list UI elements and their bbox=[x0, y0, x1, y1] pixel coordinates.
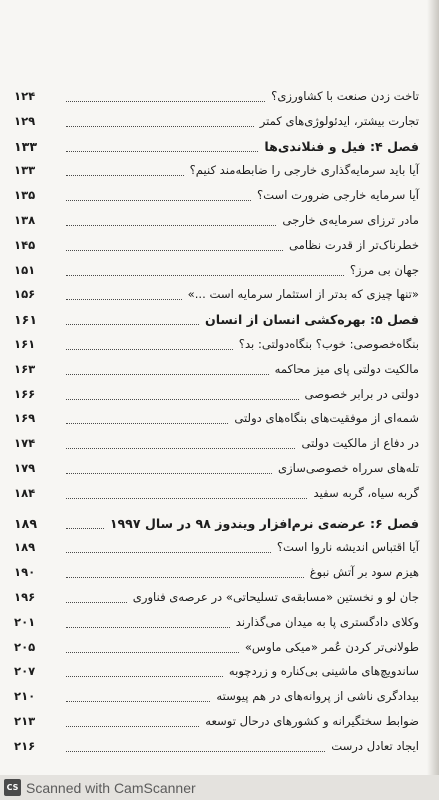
dotted-leader bbox=[66, 701, 210, 702]
toc-entry bbox=[14, 160, 419, 185]
table-of-contents bbox=[14, 86, 419, 761]
toc-entry bbox=[14, 408, 419, 433]
toc-page-number: ۱۲۴ bbox=[14, 89, 36, 103]
toc-page-number: ۲۰۱ bbox=[14, 614, 36, 629]
toc-entry bbox=[14, 260, 419, 285]
toc-entry-title: آیا اقتباس اندیشه ناروا است؟ bbox=[276, 540, 419, 555]
dotted-leader bbox=[66, 552, 271, 553]
toc-entry bbox=[14, 612, 419, 637]
toc-entry-title: مادر ترزای سرمایه‌ی خارجی bbox=[282, 212, 419, 227]
dotted-leader bbox=[66, 473, 272, 474]
toc-page-number: ۱۶۱ bbox=[14, 336, 36, 351]
toc-entry-title: ضوابط سختگیرانه و کشورهای درحال توسعه bbox=[205, 713, 419, 728]
chapter-heading bbox=[14, 513, 419, 538]
dotted-leader bbox=[66, 324, 199, 325]
toc-entry bbox=[14, 686, 419, 711]
toc-entry bbox=[14, 235, 419, 260]
toc-entry bbox=[14, 736, 419, 761]
toc-entry bbox=[14, 284, 419, 309]
toc-entry-title: تجارت بیشتر، ایدئولوژی‌های کمتر bbox=[259, 113, 419, 128]
toc-entry-title: تله‌های سرراه خصوصی‌سازی bbox=[277, 460, 419, 475]
toc-entry bbox=[14, 458, 419, 483]
toc-entry-title: مالکیت دولتی پای میز محاکمه bbox=[274, 361, 419, 376]
toc-page-number: ۱۳۵ bbox=[14, 188, 36, 203]
toc-entry bbox=[14, 384, 419, 409]
toc-entry bbox=[14, 111, 419, 136]
dotted-leader bbox=[66, 627, 230, 628]
toc-page-number: ۱۶۳ bbox=[14, 361, 36, 376]
toc-entry-title: فصل ۵: بهره‌کشی انسان از انسان bbox=[205, 312, 419, 328]
toc-entry-title: فصل ۶: عرضه‌ی نرم‌افزار ویندوز ۹۸ در سال ۱۹۹۷ bbox=[109, 515, 419, 531]
chapter-heading bbox=[14, 136, 419, 161]
dotted-leader bbox=[66, 602, 127, 603]
toc-page-number: ۱۹۰ bbox=[14, 565, 36, 580]
toc-entry bbox=[14, 483, 419, 508]
dotted-leader bbox=[66, 751, 325, 752]
toc-entry-title: «تنها چیزی که بدتر از استثمار سرمایه است ...» bbox=[187, 287, 419, 302]
toc-page-number: ۱۳۳ bbox=[14, 163, 36, 178]
dotted-leader bbox=[66, 652, 239, 653]
scanner-watermark bbox=[0, 775, 439, 800]
toc-page-number: ۱۲۹ bbox=[14, 113, 36, 128]
toc-entry-title: شمه‌ای از موفقیت‌های بنگاه‌های دولتی bbox=[234, 411, 419, 426]
toc-entry-title: خطرناک‌تر از قدرت نظامی bbox=[289, 237, 419, 252]
toc-page-number: ۱۷۹ bbox=[14, 460, 36, 475]
toc-entry-title: گربه سیاه، گربه سفید bbox=[313, 485, 419, 500]
toc-entry-title: بنگاه‌خصوصی: خوب؟ بنگاه‌دولتی: بد؟ bbox=[238, 336, 419, 351]
toc-page-number: ۱۶۶ bbox=[14, 386, 36, 401]
toc-entry bbox=[14, 86, 419, 111]
toc-entry-title: دولتی در برابر خصوصی bbox=[304, 386, 419, 401]
dotted-leader bbox=[66, 399, 299, 400]
toc-entry bbox=[14, 359, 419, 384]
toc-page-number: ۲۰۷ bbox=[14, 664, 36, 679]
toc-page-number: ۱۳۸ bbox=[14, 212, 36, 227]
toc-page-number: ۱۵۶ bbox=[14, 287, 36, 302]
dotted-leader bbox=[66, 423, 228, 424]
toc-entry-title: تاخت زدن صنعت با کشاورزی؟ bbox=[271, 89, 419, 103]
toc-entry-title: طولانی‌تر کردن عُمر «میکی ماوس» bbox=[244, 639, 419, 654]
toc-entry bbox=[14, 711, 419, 736]
dotted-leader bbox=[66, 726, 199, 727]
toc-entry bbox=[14, 433, 419, 458]
toc-entry bbox=[14, 637, 419, 662]
toc-entry-title: هیزم سود بر آتش نبوغ bbox=[309, 565, 419, 580]
dotted-leader bbox=[66, 151, 258, 152]
dotted-leader bbox=[66, 448, 295, 449]
dotted-leader bbox=[66, 126, 254, 127]
dotted-leader bbox=[66, 175, 184, 176]
toc-entry-title: آیا باید سرمایه‌گذاری خارجی را ضابطه‌مند کنیم؟ bbox=[189, 163, 419, 178]
toc-page-number: ۱۹۶ bbox=[14, 589, 36, 604]
toc-entry-title: جهان بی مرز؟ bbox=[349, 262, 419, 277]
toc-entry bbox=[14, 562, 419, 587]
toc-entry-title: ساندویچ‌های ماشینی بی‌کناره و زردچوبه bbox=[228, 664, 419, 679]
dotted-leader bbox=[66, 528, 104, 529]
toc-entry-title: ایجاد تعادل درست bbox=[331, 738, 419, 753]
toc-page-number: ۱۴۵ bbox=[14, 237, 36, 252]
toc-page-number: ۱۶۹ bbox=[14, 411, 36, 426]
toc-page-number: ۱۵۱ bbox=[14, 262, 36, 277]
camscanner-logo-icon: CS bbox=[4, 779, 21, 796]
dotted-leader bbox=[66, 225, 276, 226]
toc-entry bbox=[14, 537, 419, 562]
toc-page-number: ۱۷۴ bbox=[14, 436, 36, 451]
toc-page-number: ۱۶۱ bbox=[14, 312, 38, 328]
scanner-watermark-text: Scanned with CamScanner bbox=[26, 779, 196, 796]
chapter-heading bbox=[14, 309, 419, 334]
dotted-leader bbox=[66, 299, 182, 300]
toc-entry-title: فصل ۴: فیل و فنلاندی‌ها bbox=[264, 138, 419, 154]
dotted-leader bbox=[66, 676, 223, 677]
toc-entry-title: آیا سرمایه خارجی ضرورت است؟ bbox=[257, 188, 419, 203]
toc-page-number: ۲۱۰ bbox=[14, 689, 36, 704]
toc-page-number: ۱۳۳ bbox=[14, 138, 38, 154]
dotted-leader bbox=[66, 498, 307, 499]
toc-entry bbox=[14, 334, 419, 359]
toc-entry-title: وکلای دادگستری پا به میدان می‌گذارند bbox=[235, 614, 419, 629]
toc-page-number: ۲۰۵ bbox=[14, 639, 36, 654]
toc-page-number: ۲۱۶ bbox=[14, 738, 36, 753]
toc-page-number: ۲۱۳ bbox=[14, 713, 36, 728]
dotted-leader bbox=[66, 250, 283, 251]
dotted-leader bbox=[66, 577, 304, 578]
page-edge-shadow bbox=[427, 0, 439, 775]
dotted-leader bbox=[66, 101, 265, 102]
toc-entry-title: در دفاع از مالکیت دولتی bbox=[301, 436, 419, 451]
toc-page-number: ۱۸۹ bbox=[14, 515, 38, 531]
dotted-leader bbox=[66, 200, 251, 201]
toc-entry bbox=[14, 661, 419, 686]
toc-entry-title: جان لو و نخستین «مسابقه‌ی تسلیحاتی» در عرصه‌ی فناوری bbox=[132, 589, 419, 604]
dotted-leader bbox=[66, 349, 233, 350]
toc-entry bbox=[14, 210, 419, 235]
toc-entry bbox=[14, 185, 419, 210]
toc-page-number: ۱۸۹ bbox=[14, 540, 36, 555]
dotted-leader bbox=[66, 374, 269, 375]
dotted-leader bbox=[66, 275, 344, 276]
toc-entry bbox=[14, 587, 419, 612]
toc-page-number: ۱۸۴ bbox=[14, 485, 36, 500]
toc-entry-title: بیدادگری ناشی از پروانه‌های در هم پیوسته bbox=[216, 689, 419, 704]
